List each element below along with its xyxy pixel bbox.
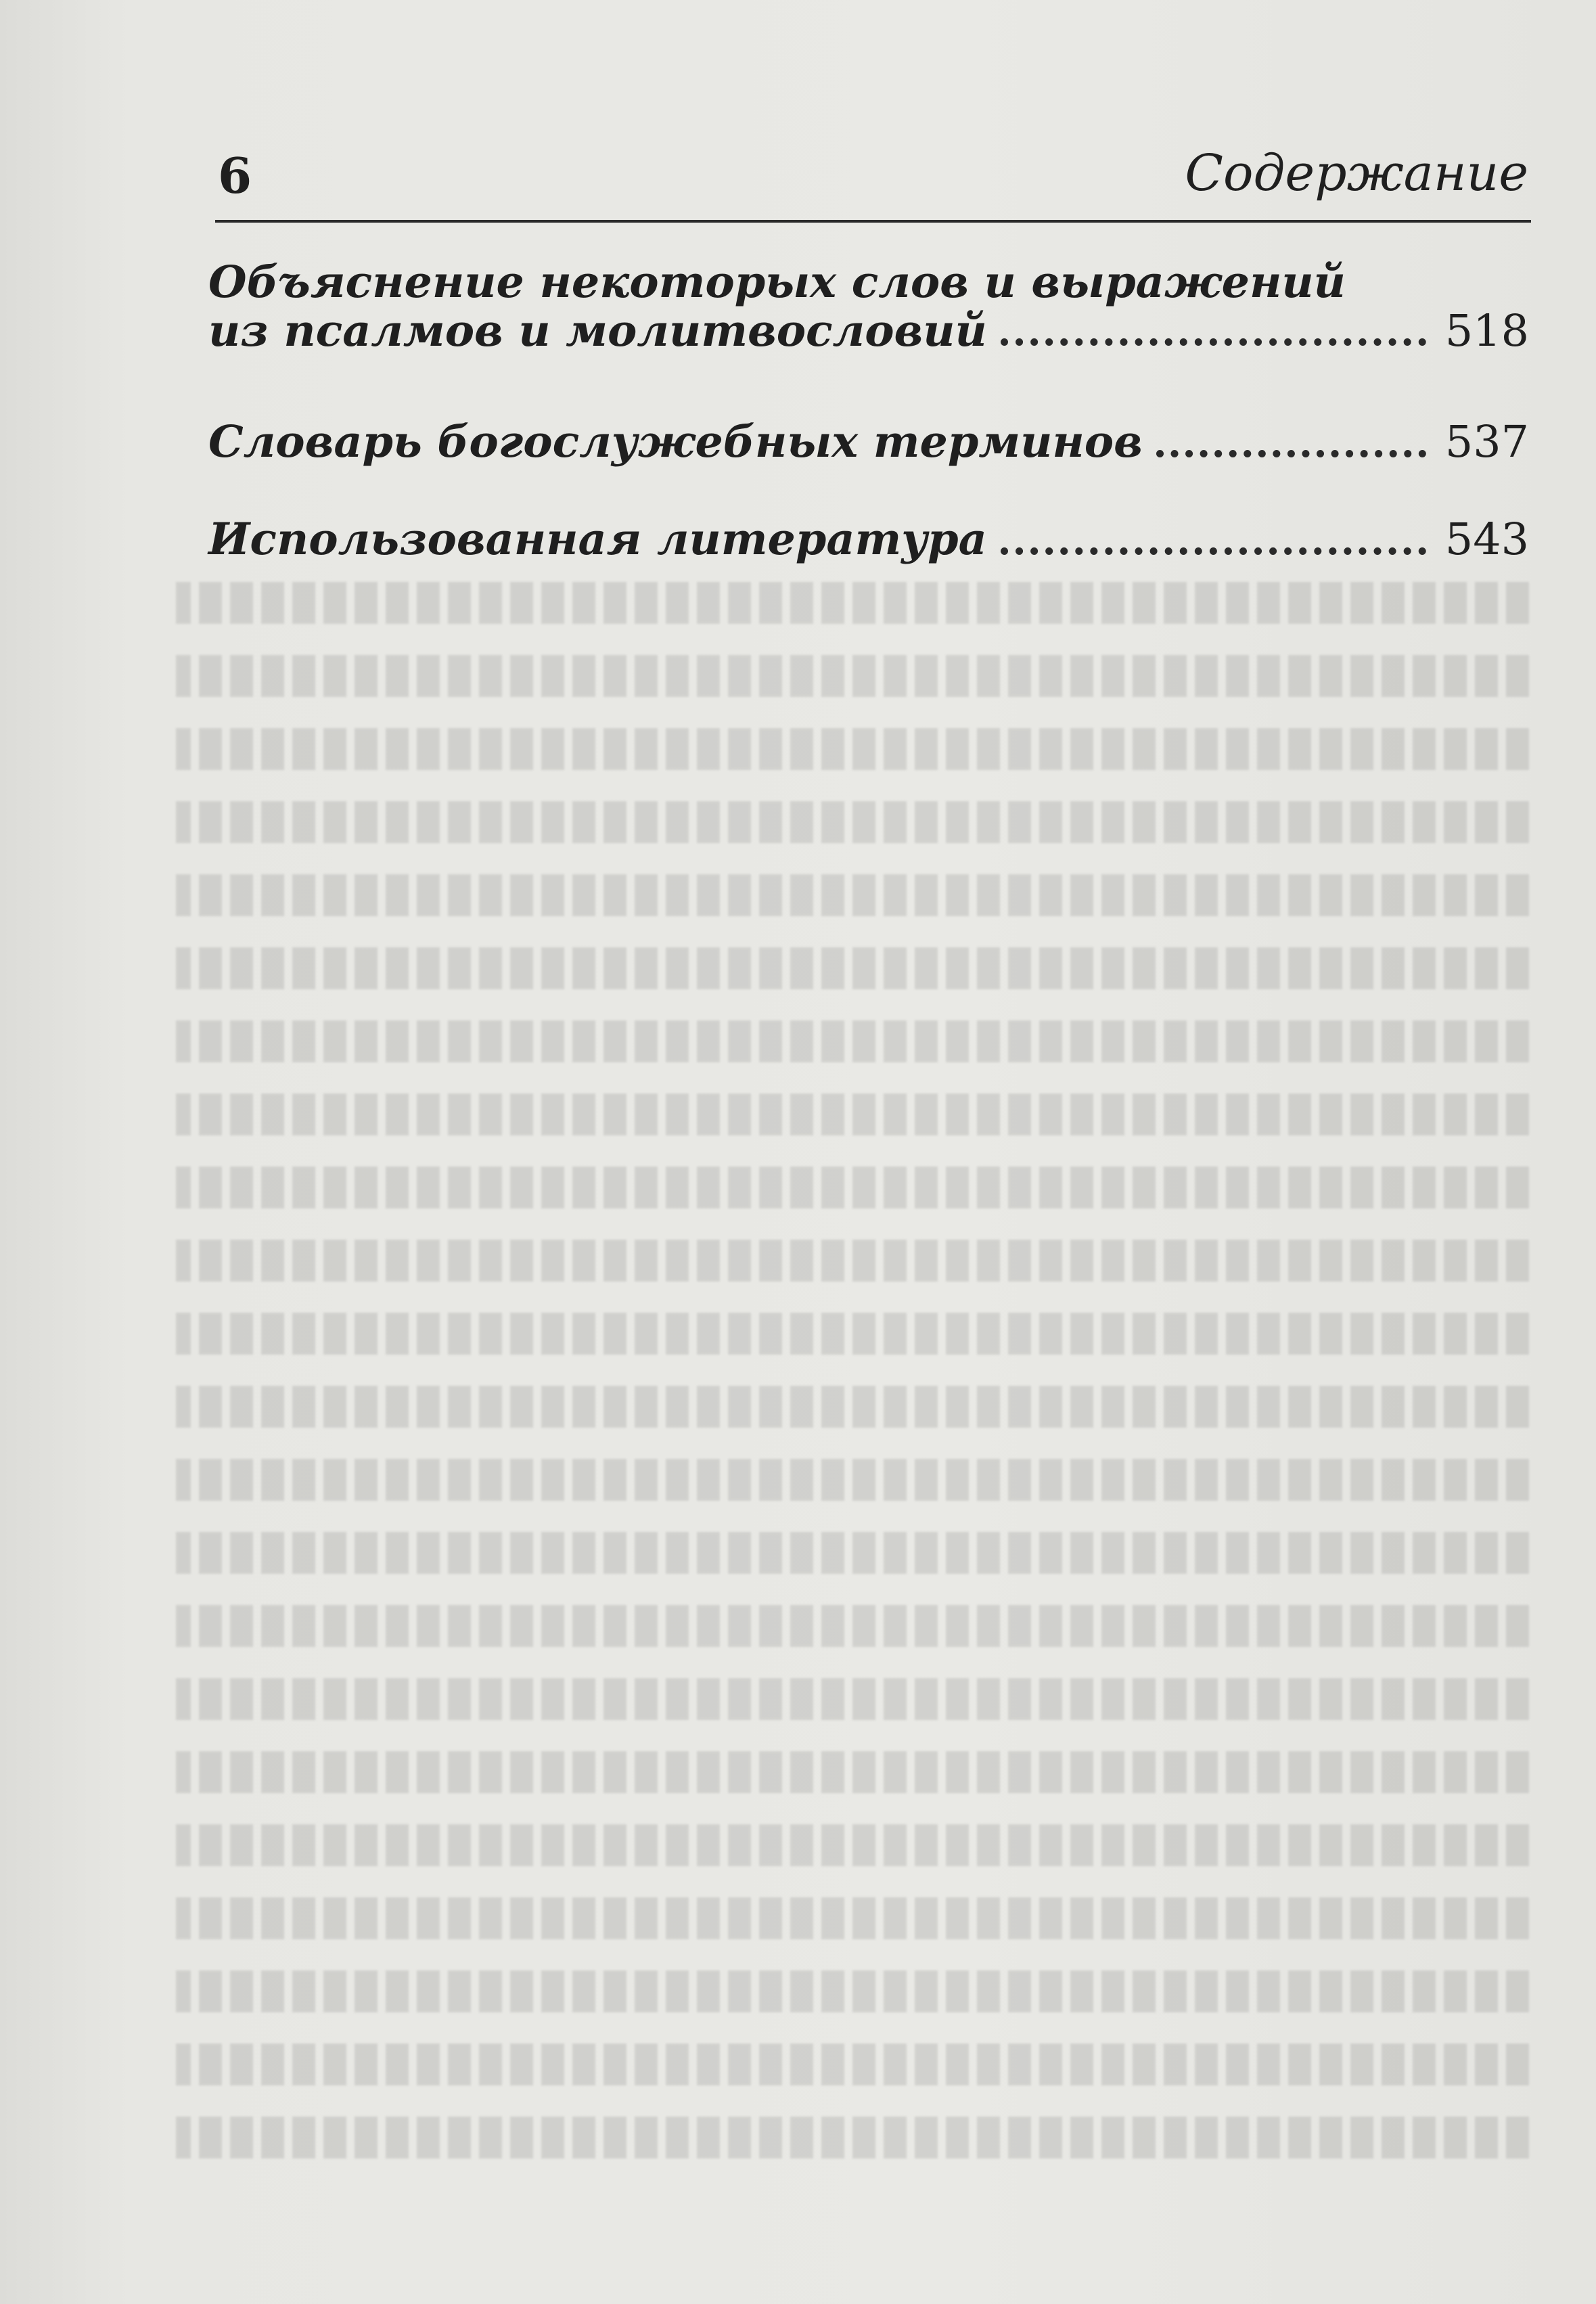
toc-entry-title: Словарь богослужебных терминов bbox=[208, 416, 1143, 468]
page-number: 6 bbox=[218, 147, 252, 204]
toc-entry-page: 537 bbox=[1444, 417, 1529, 468]
toc-entry-line bbox=[208, 304, 1529, 357]
toc-entry-glossary bbox=[208, 418, 1529, 467]
bleed-through-text bbox=[176, 582, 1529, 2240]
toc-entry-line bbox=[208, 258, 1529, 307]
dot-leader bbox=[1001, 338, 1426, 346]
dot-leader bbox=[1156, 450, 1426, 457]
toc-entry-title: Объяснение некоторых слов и выражений bbox=[208, 256, 1346, 308]
toc-entry-page: 543 bbox=[1444, 514, 1529, 565]
running-header bbox=[215, 132, 1531, 223]
toc-entry-bibliography bbox=[208, 516, 1529, 564]
toc-entry-explanations bbox=[208, 258, 1529, 355]
toc-entry-title: Использованная литература bbox=[208, 514, 987, 565]
toc-entry-line bbox=[208, 516, 1529, 564]
section-title: Содержание bbox=[1185, 144, 1528, 202]
toc-entry-page: 518 bbox=[1444, 305, 1529, 357]
toc-entry-title-continued: из псалмов и молитвословий bbox=[208, 304, 987, 357]
toc-entry-line bbox=[208, 418, 1529, 467]
dot-leader bbox=[1001, 547, 1426, 555]
